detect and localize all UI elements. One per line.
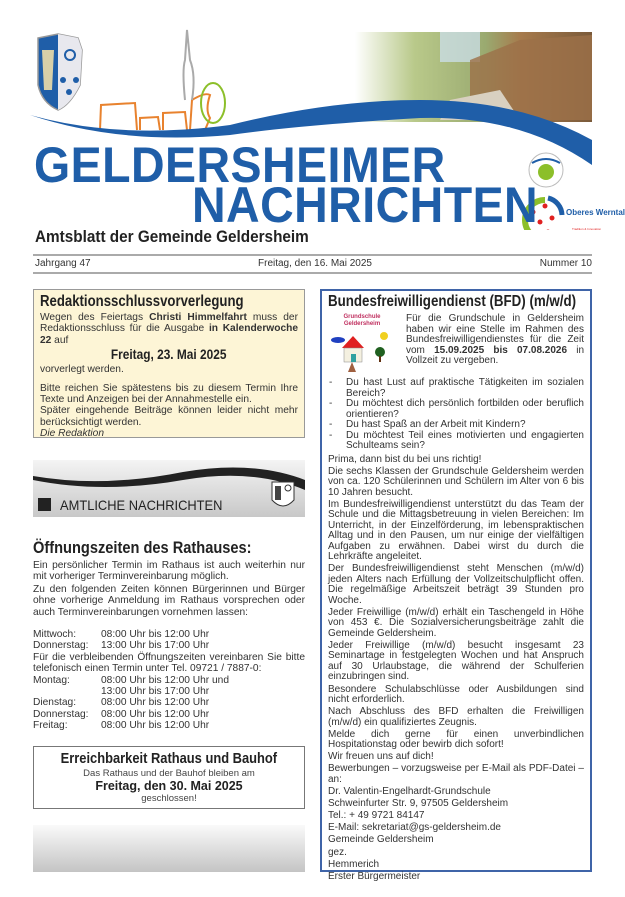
table-row xyxy=(33,686,229,697)
banner-label: AMTLICHE NACHRICHTEN xyxy=(60,497,223,513)
bfd-paragraph: Jeder Freiwillige (m/w/d) besucht insgesamt 23 Seminartage in festgelegten Wochen und hat Anspruch auf 30 Urlaubstage, die während der Schulferien einzubringen sind. xyxy=(328,639,584,683)
bfd-title: Bundesfreiwilligendienst (BFD) (m/w/d) xyxy=(328,293,577,310)
table-row xyxy=(33,629,209,640)
notice-title: Redaktionsschlussvorverlegung xyxy=(40,293,244,310)
contact-email[interactable]: E-Mail: sekretariat@gs-geldersheim.de xyxy=(328,822,501,834)
opening-paragraph: Für die verbleibenden Öffnungszeiten vereinbaren Sie bitte telefonisch einen Termin unter Tel. 09721 / 7887-0: xyxy=(33,651,305,675)
highlight: 15.09.2025 bis 07.08.2026 xyxy=(434,344,568,356)
volume: Jahrgang 47 xyxy=(35,258,91,269)
contact-line: Dr. Valentin-Engelhardt-Grundschule xyxy=(328,786,491,798)
day: Dienstag: xyxy=(33,697,77,709)
day: Montag: xyxy=(33,674,70,686)
bfd-paragraph: Melde dich gerne für einen unverbindlichen Hospitationstag oder bewirb dich sofort! xyxy=(328,728,584,751)
time: 08:00 Uhr bis 12:00 Uhr xyxy=(101,629,210,641)
opening-paragraph: Zu den folgenden Zeiten können Bürgerinnen und Bürger ohne vorherige Anmeldung im Rathaus vorsprechen oder auch Terminvereinbarungen vornehmen lassen: xyxy=(33,583,305,618)
closure-text: Das Rathaus und der Bauhof bleiben am xyxy=(83,768,255,779)
closure-title: Erreichbarkeit Rathaus und Bauhof xyxy=(60,750,278,767)
bfd-bullet-list xyxy=(328,378,584,452)
notice-paragraph xyxy=(40,312,298,346)
table-row xyxy=(33,720,229,731)
bfd-paragraph: Bewerbungen – vorzugsweise per E-Mail als PDF-Datei – an: xyxy=(328,763,584,785)
table-row xyxy=(33,640,209,651)
list-item: - Du hast Spaß an der Arbeit mit Kindern? xyxy=(328,420,584,431)
masthead-title-line2: NACHRICHTEN xyxy=(192,177,539,233)
notice-paragraph: vorverlegt werden. xyxy=(40,364,124,376)
list-item: - Du möchtest dich persönlich fortbilden oder beruflich orientieren? xyxy=(328,399,584,420)
day: Freitag: xyxy=(33,720,68,732)
text: Für die Grundschule in Geldersheim haben wir eine Stelle im Rahmen des Bundesfreiwilligendienstes für die Zeit vom xyxy=(406,313,584,356)
signature-line: Erster Bürgermeister xyxy=(328,870,421,882)
bfd-paragraph: Nach Abschluss des BFD erhalten die Freiwilligen (m/w/d) ein qualifiziertes Zeugnis. xyxy=(328,706,584,728)
list-item: - Du hast Lust auf praktische Tätigkeiten im sozialen Bereich? xyxy=(328,378,584,399)
bfd-paragraph: Im Bundesfreiwilligendienst unterstützt du das Team der Schule und die Mittagsbetreuung in vielen Bereichen: Im Unterricht, in der Einzelförderung, im lebenspraktischen Alltag und in den Pausen, um nur einige der vielfältigen Aufgaben zu erwähnen. Dabei wirst du durch die Lehrkräfte angeleitet. xyxy=(328,498,584,563)
table-row xyxy=(33,675,229,686)
opening-paragraph: Ein persönlicher Termin im Rathaus ist auch weiterhin nur mit vorheriger Terminvereinbarung möglich. xyxy=(33,560,305,583)
closure-date: Freitag, den 30. Mai 2025 xyxy=(95,779,243,793)
oberes-werntal-tagline: Tradition & Innovation xyxy=(572,227,602,231)
time: 13:00 Uhr bis 17:00 Uhr xyxy=(101,686,210,698)
highlight: in Kalenderwoche 22 xyxy=(40,323,298,346)
highlight: Christi Himmelfahrt xyxy=(149,312,247,323)
coat-of-arms-icon xyxy=(270,480,296,512)
day xyxy=(33,686,101,697)
contact-line: Schweinfurter Str. 9, 97505 Geldersheim xyxy=(328,798,509,810)
bfd-paragraph: Besondere Schulabschlüsse oder Ausbildungen sind nicht erforderlich. xyxy=(328,683,584,706)
section-banner xyxy=(33,460,305,517)
signature-line: gez. xyxy=(328,846,347,858)
time: 08:00 Uhr bis 12:00 Uhr xyxy=(101,697,210,709)
skyline-outline xyxy=(100,30,225,130)
deadline-notice xyxy=(33,289,305,438)
bfd-paragraph: Jeder Freiwillige (m/w/d) erhält ein Taschengeld in Höhe von 453 €. Die Sozialversicherungsbeiträge zahlt die Gemeinde Geldersheim. xyxy=(328,606,584,639)
text: Wegen des Feiertags xyxy=(40,312,150,323)
issue-number: Nummer 10 xyxy=(539,258,592,269)
coat-of-arms-icon xyxy=(38,34,82,110)
bfd-paragraph: Wir freuen uns auf dich! xyxy=(328,751,434,763)
appointment-hours-table xyxy=(33,675,229,732)
square-bullet-icon xyxy=(38,498,51,511)
bfd-article xyxy=(320,289,592,882)
notice-signature: Die Redaktion xyxy=(40,428,104,440)
text: muss der Redaktionsschluss für die Ausgabe xyxy=(40,312,298,335)
closure-text: geschlossen! xyxy=(141,793,197,804)
signature-line: Hemmerich xyxy=(328,858,380,870)
contact-phone: Tel.: + 49 9721 84147 xyxy=(328,810,425,822)
time: 13:00 Uhr bis 17:00 Uhr xyxy=(101,640,210,652)
school-logo-caption: Grundschule Geldersheim xyxy=(343,314,381,327)
masthead-title-line1: GELDERSHEIMER xyxy=(34,137,446,193)
time: 08:00 Uhr bis 12:00 Uhr xyxy=(101,720,210,732)
time: 08:00 Uhr bis 12:00 Uhr und xyxy=(101,674,229,686)
text: in Vollzeit zu vergeben. xyxy=(406,344,585,366)
divider xyxy=(33,272,592,274)
divider xyxy=(33,254,592,256)
time: 08:00 Uhr bis 12:00 Uhr xyxy=(101,708,210,720)
list-item: - Du möchtest Teil eines motivierten und engagierten Schulteams sein? xyxy=(328,431,584,452)
notice-paragraph: Später eingehende Beiträge können leider nicht mehr berücksichtigt werden. xyxy=(40,405,298,428)
day: Mittwoch: xyxy=(33,629,77,641)
day: Donnerstag: xyxy=(33,708,89,720)
signature-line: Gemeinde Geldersheim xyxy=(328,834,434,846)
opening-hours-section xyxy=(33,538,305,732)
table-row xyxy=(33,697,229,708)
bfd-paragraph: Die sechs Klassen der Grundschule Geldersheim werden von ca. 120 Schülerinnen und Schülern im Alter von 6 bis 10 Jahren besucht. xyxy=(328,465,584,498)
open-hours-table xyxy=(33,629,209,652)
school-logo xyxy=(328,314,396,372)
day: Donnerstag: xyxy=(33,640,89,652)
text: auf xyxy=(51,334,69,346)
closure-notice xyxy=(33,746,305,809)
opening-hours-title: Öffnungszeiten des Rathauses: xyxy=(33,538,252,557)
gray-footer-block xyxy=(33,825,305,872)
bfd-intro xyxy=(406,314,584,372)
notice-date: Freitag, 23. Mai 2025 xyxy=(111,347,227,363)
bfd-paragraph: Der Bundesfreiwilligendienst steht Menschen (m/w/d) jeden Alters nach Erfüllung der Vollzeitschulpflicht offen. Die regelmäßige Arbeitszeit beträgt 39 Stunden pro Woche. xyxy=(328,563,584,606)
issue-date: Freitag, den 16. Mai 2025 xyxy=(258,258,372,269)
notice-paragraph: Bitte reichen Sie spätestens bis zu diesem Termin Ihre Texte und Anzeigen bei der Annahmestelle ein. xyxy=(40,382,298,406)
masthead-subtitle: Amtsblatt der Gemeinde Geldersheim xyxy=(35,227,309,246)
bfd-paragraph: Prima, dann bist du bei uns richtig! xyxy=(328,453,482,465)
oberes-werntal-wordmark: Oberes Werntal xyxy=(566,208,625,217)
table-row xyxy=(33,709,229,720)
